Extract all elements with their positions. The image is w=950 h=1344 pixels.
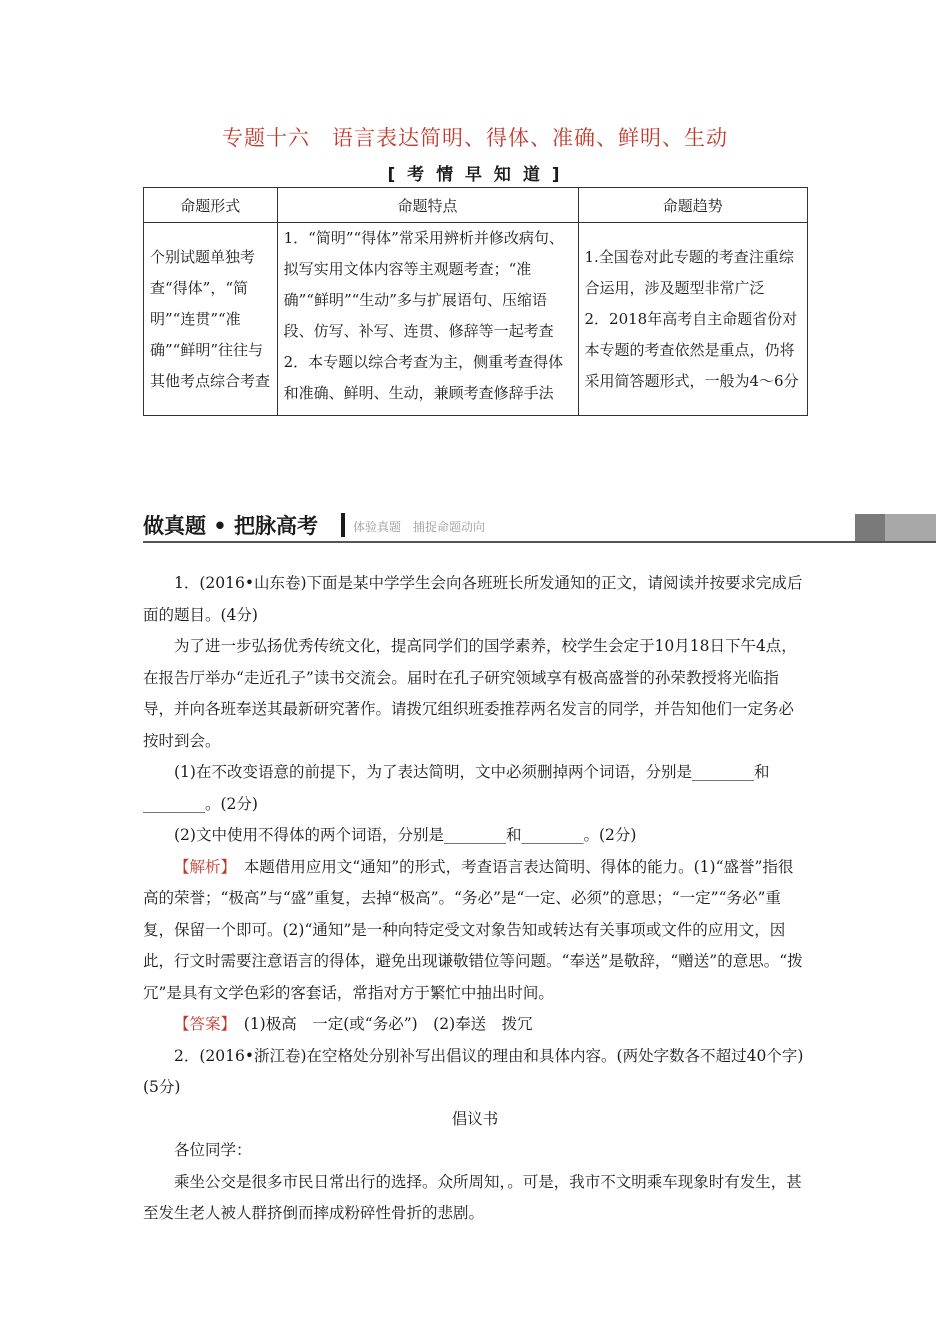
- section-rule: [143, 541, 936, 543]
- feature-item: 2．本专题以综合考查为主，侧重考查得体和准确、鲜明、生动，兼顾考查修辞手法: [283, 353, 564, 402]
- section-divider: [341, 513, 345, 537]
- trends-cell: [578, 223, 808, 416]
- trend-item: 2．2018年高考自主命题省份对本专题的考查依然是重点，仍将采用简答题形式，一般为4～6分: [584, 309, 799, 390]
- overview-table: [143, 187, 808, 416]
- question-1-intro: 1．(2016•山东卷)下面是某中学学生会向各班班长所发通知的正文，请阅读并按要求完成后面的题目。(4分): [143, 574, 803, 624]
- letter-title: 倡议书: [451, 1109, 499, 1128]
- main-content: [143, 568, 807, 1230]
- overview-subtitle: [ 考 情 早 知 道 ]: [387, 165, 563, 185]
- question-1-notice: 为了进一步弘扬优秀传统文化，提高同学们的国学素养，校学生会定于10月18日下午4点，在报告厅举办“走近孔子”读书交流会。届时在孔子研究领域享有极高盛誉的孙荣教授将光临指导，并向各班奉送其最新研究著作。请拨冗组织班委推荐两名发言的同学，并告知他们一定务必按时到会。: [143, 637, 797, 750]
- section-subtitle: 体验真题 捕捉命题动向: [353, 520, 486, 534]
- letter-greeting: 各位同学：: [174, 1141, 252, 1159]
- table-row: [144, 223, 808, 416]
- question-1-sub2: (2)文中使用不得体的两个词语，分别是________和________。(2分): [174, 826, 637, 844]
- feature-item: 1．“简明”“得体”常采用辨析并修改病句、拟写实用文体内容等主观题考查；“准确”“鲜明”“生动”多与扩展语句、压缩语段、仿写、补写、连贯、修辞等一起考查: [283, 229, 564, 340]
- analysis-text: 本题借用应用文“通知”的形式，考查语言表达简明、得体的能力。(1)“盛誉”指很高的荣誉；“极高”与“盛”重复，去掉“极高”。“务必”是“一定、必须”的意思；“一定”“务必”重复，保留一个即可。(2)“通知”是一种向特定受文对象告知或转达有关事项或文件的应用文，因此，行文时需要注意语言的得体，避免出现谦敬错位等问题。“奉送”是敬辞，“赠送”的意思。“拨冗”是具有文学色彩的客套话，常指对方于繁忙中抽出时间。: [143, 857, 803, 1002]
- section-header: [143, 508, 936, 542]
- form-cell: 个别试题单独考查“得体”，“简明”“连贯”“准确”“鲜明”往往与其他考点综合考查: [144, 223, 278, 416]
- analysis-label: 【解析】: [174, 857, 229, 876]
- question-1-sub1: (1)在不改变语意的前提下，为了表达简明，文中必须删掉两个词语，分别是________和________。(2分): [143, 763, 770, 813]
- analysis-paragraph: [143, 852, 807, 1010]
- trend-item: 1.全国卷对此专题的考查注重综合运用，涉及题型非常广泛: [584, 247, 794, 297]
- table-header-cell: 命题趋势: [578, 188, 808, 223]
- page-title: 专题十六 语言表达简明、得体、准确、鲜明、生动: [222, 126, 728, 150]
- answer-paragraph: [143, 1009, 807, 1041]
- answer-label: 【答案】: [174, 1015, 229, 1033]
- table-header-cell: 命题形式: [144, 188, 278, 223]
- letter-body: 乘坐公交是很多市民日常出行的选择。众所周知，。可是，我市不文明乘车现象时有发生，甚至发生老人被人群挤倒而摔成粉碎性骨折的悲剧。: [143, 1172, 802, 1222]
- answer-text: (1)极高 一定(或“务必”) (2)奉送 拨冗: [228, 1015, 533, 1033]
- question-2-intro: 2．(2016•浙江卷)在空格处分别补写出倡议的理由和具体内容。(两处字数各不超过40个字)(5分): [143, 1046, 804, 1096]
- table-header-cell: 命题特点: [277, 188, 578, 223]
- section-title: 做真题 • 把脉高考: [143, 514, 319, 538]
- features-cell: [277, 223, 578, 416]
- table-header-row: [144, 188, 808, 223]
- section-decor-block-dark: [855, 514, 885, 542]
